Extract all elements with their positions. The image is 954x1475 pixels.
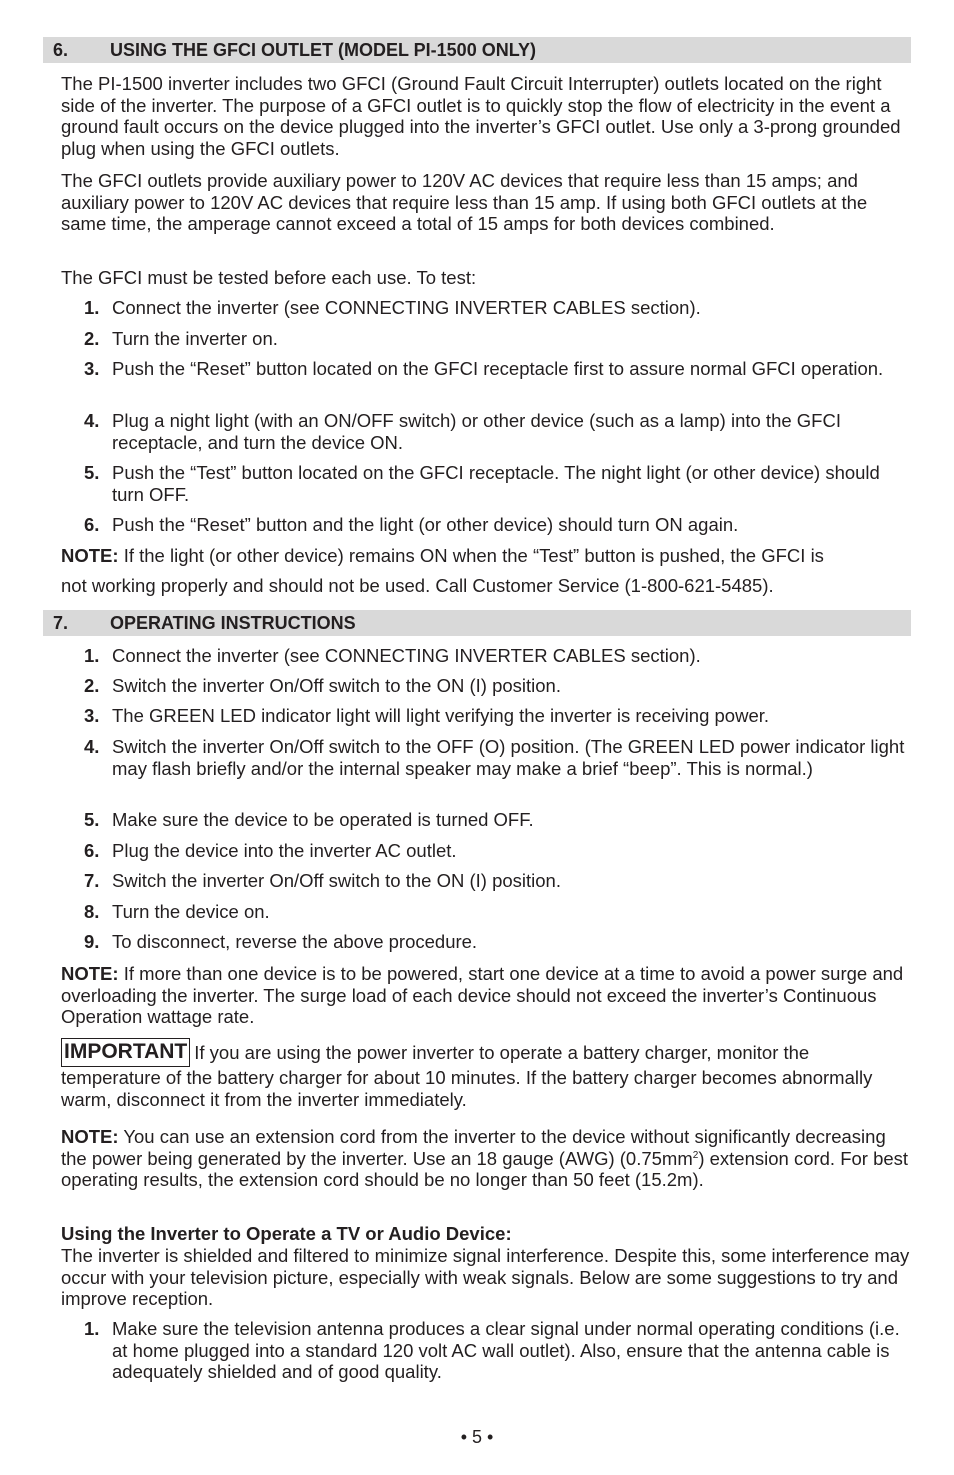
step-text: Switch the inverter On/Off switch to the ON (I) position.	[112, 675, 561, 696]
operating-step	[84, 736, 911, 779]
operating-step	[84, 645, 911, 667]
operating-step	[84, 705, 911, 727]
gfci-power-paragraph: The GFCI outlets provide auxiliary power to 120V AC devices that require less than 15 amps; and auxiliary power to 120V AC devices that require less than 15 amp. If using both GFCI outlets at the same time, the amperage cannot exceed a total of 15 amps for both devices combined.	[61, 170, 868, 234]
section-7-header	[43, 610, 911, 636]
gfci-intro-paragraph: The PI-1500 inverter includes two GFCI (Ground Fault Circuit Interrupter) outlets located on the right side of the inverter. The purpose of a GFCI outlet is to quickly stop the flow of electricity in the event a ground fault occurs on the device plugged into the inverter’s GFCI outlet. Use only a 3-prong grounded plug when using the GFCI outlets.	[61, 73, 901, 159]
step-text: To disconnect, reverse the above procedure.	[112, 931, 478, 952]
tv-heading-text: Using the Inverter to Operate a TV or Audio Device:	[61, 1223, 512, 1244]
important-paragraph	[61, 1038, 911, 1110]
page-number: • 5 •	[460, 1427, 494, 1447]
note-text: If more than one device is to be powered, start one device at a time to avoid a power surge and overloading the inverter. The surge load of each device should not exceed the inverter’s Continuous Operation wattage rate.	[61, 963, 904, 1027]
step-text: Connect the inverter (see CONNECTING INVERTER CABLES section).	[112, 645, 701, 666]
step-text: Switch the inverter On/Off switch to the ON (I) position.	[112, 870, 561, 891]
note-text-a: You can use an extension cord from the inverter to the device without significantly decreasing the power being generated by the inverter. Use an 18 gauge (AWG) (0.75mm	[61, 1126, 886, 1169]
operating-step	[84, 840, 911, 862]
step-text: Plug a night light (with an ON/OFF switch) or other device (such as a lamp) into the GFCI receptacle, and turn the device ON.	[112, 410, 841, 453]
tv-heading	[61, 1223, 911, 1245]
step-number: 1.	[84, 645, 100, 666]
section-7-number: 7.	[53, 613, 69, 633]
operating-step	[84, 675, 911, 697]
step-number: 6.	[84, 514, 100, 535]
extension-cord-note	[61, 1126, 911, 1191]
step-number: 9.	[84, 931, 100, 952]
gfci-step	[84, 328, 911, 350]
gfci-step	[84, 297, 911, 319]
step-text: Turn the device on.	[112, 901, 270, 922]
note-text-b: ) extension cord. For best operating results, the extension cord should be no longer than 50 feet (15.2m).	[61, 1147, 909, 1190]
gfci-note-line1	[61, 545, 911, 567]
step-text: Make sure the television antenna produces a clear signal under normal operating conditions (i.e. at home plugged into a standard 120 volt AC wall outlet). Also, ensure that the antenna cable is adequately shielded and of good quality.	[112, 1318, 900, 1382]
step-text: Make sure the device to be operated is turned OFF.	[112, 809, 534, 830]
step-number: 4.	[84, 736, 100, 757]
step-text: Turn the inverter on.	[112, 328, 278, 349]
step-number: 6.	[84, 840, 100, 861]
step-number: 4.	[84, 410, 100, 431]
step-text: Push the “Reset” button and the light (or other device) should turn ON again.	[112, 514, 739, 535]
step-number: 5.	[84, 462, 100, 483]
section-7-title: OPERATING INSTRUCTIONS	[110, 613, 356, 633]
note-superscript: 2	[692, 1149, 699, 1161]
tv-paragraph: The inverter is shielded and filtered to minimize signal interference. Despite this, some interference may occur with your television picture, especially with weak signals. Below are some suggestions to try and improve reception.	[61, 1245, 910, 1309]
gfci-step	[84, 462, 911, 505]
gfci-step	[84, 358, 911, 380]
note-label: NOTE:	[61, 963, 119, 984]
step-number: 1.	[84, 297, 100, 318]
step-text: Connect the inverter (see CONNECTING INVERTER CABLES section).	[112, 297, 701, 318]
important-badge: IMPORTANT	[61, 1038, 190, 1067]
step-number: 2.	[84, 328, 100, 349]
gfci-step	[84, 410, 911, 453]
step-text: Push the “Test” button located on the GFCI receptacle. The night light (or other device) should turn OFF.	[112, 462, 880, 505]
section-6-header	[43, 37, 911, 63]
step-number: 1.	[84, 1318, 100, 1339]
operating-step	[84, 901, 911, 923]
note-text: If the light (or other device) remains ON when the “Test” button is pushed, the GFCI is	[118, 545, 824, 566]
step-text: Switch the inverter On/Off switch to the OFF (O) position. (The GREEN LED power indicator light may flash briefly and/or the internal speaker may make a brief “beep”. This is normal.)	[112, 736, 905, 779]
note-label: NOTE:	[61, 545, 119, 566]
section-6-number: 6.	[53, 40, 69, 60]
step-number: 5.	[84, 809, 100, 830]
operating-step	[84, 870, 911, 892]
gfci-note-line2: not working properly and should not be used. Call Customer Service (1-800-621-5485).	[61, 575, 774, 596]
step-number: 2.	[84, 675, 100, 696]
step-number: 3.	[84, 358, 100, 379]
step-number: 8.	[84, 901, 100, 922]
step-text: The GREEN LED indicator light will light verifying the inverter is receiving power.	[112, 705, 770, 726]
step-number: 3.	[84, 705, 100, 726]
operating-note	[61, 963, 911, 1028]
operating-step	[84, 931, 911, 953]
operating-step	[84, 809, 911, 831]
note-label: NOTE:	[61, 1126, 119, 1147]
gfci-test-intro: The GFCI must be tested before each use. To test:	[61, 267, 477, 288]
step-number: 7.	[84, 870, 100, 891]
section-6-title: USING THE GFCI OUTLET (MODEL PI-1500 ONLY)	[110, 40, 537, 60]
tv-step	[84, 1318, 911, 1383]
gfci-step	[84, 514, 911, 536]
step-text: Push the “Reset” button located on the GFCI receptacle first to assure normal GFCI operation.	[112, 358, 884, 379]
important-text: If you are using the power inverter to operate a battery charger, monitor the temperature of the battery charger for about 10 minutes. If the battery charger becomes abnormally warm, disconnect it from the inverter immediately.	[61, 1042, 873, 1110]
step-text: Plug the device into the inverter AC outlet.	[112, 840, 457, 861]
